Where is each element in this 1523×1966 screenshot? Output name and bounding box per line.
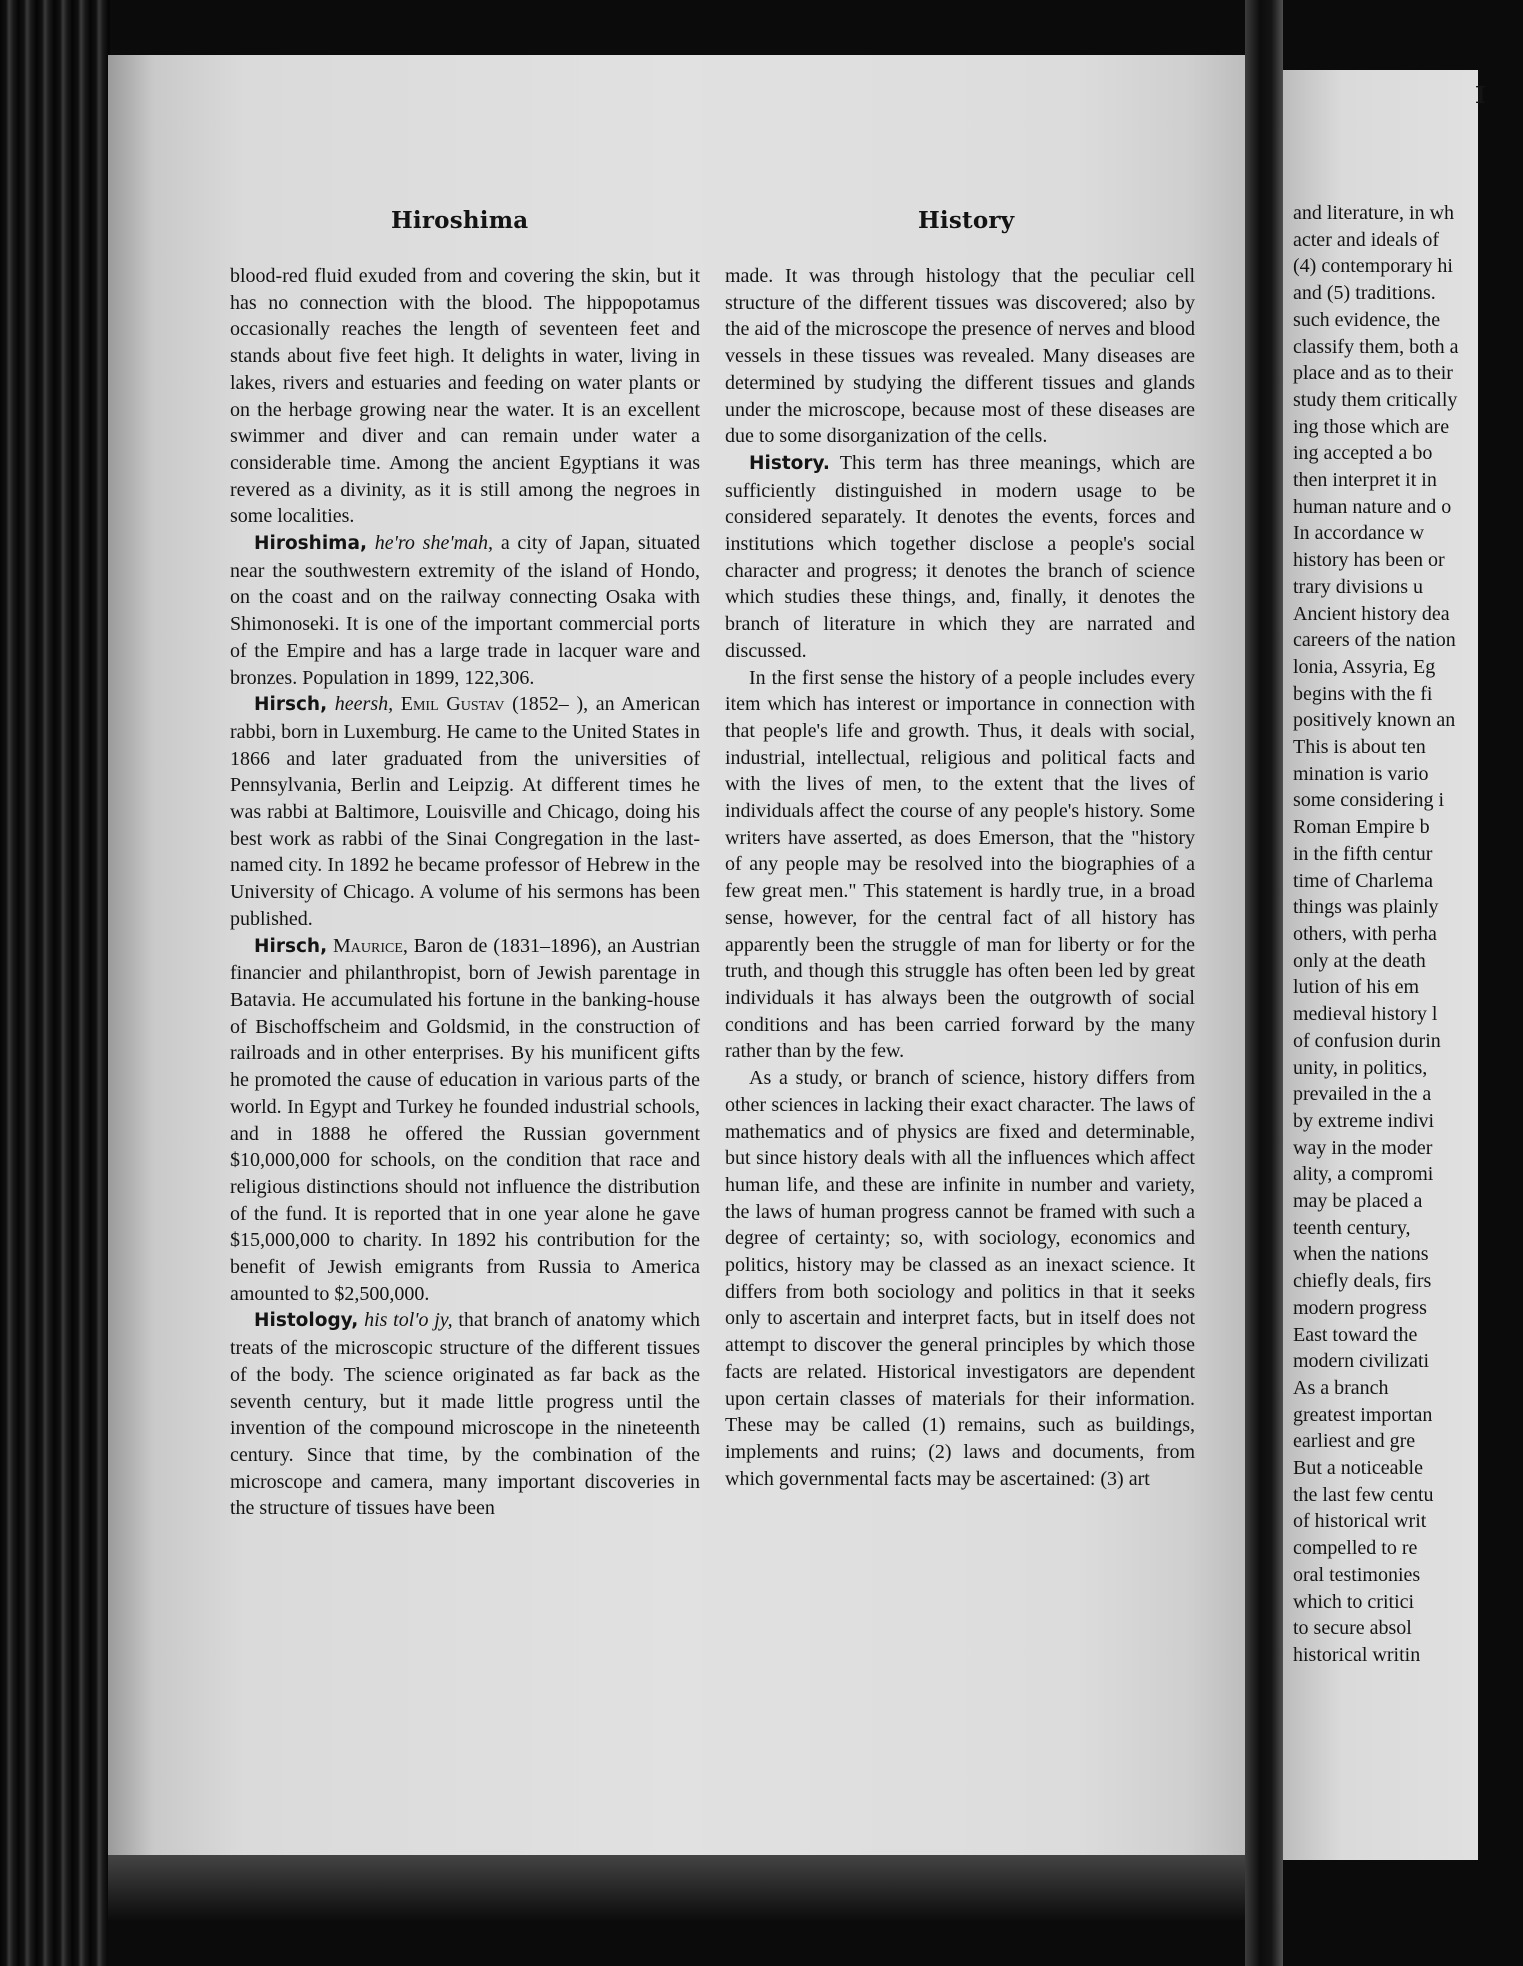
- fragment-line: lution of his em: [1293, 976, 1420, 999]
- fragment-line: may be placed a: [1293, 1190, 1423, 1213]
- fragment-line: (4) contemporary hi: [1293, 255, 1453, 278]
- column-left: [230, 263, 700, 1522]
- fragment-line: ing accepted a bo: [1293, 442, 1433, 465]
- fragment-line: prevailed in the a: [1293, 1083, 1432, 1106]
- page-bottom-shadow: [108, 1855, 1245, 1966]
- fragment-line: history has been or: [1293, 549, 1445, 572]
- fragment-line: ing those which are: [1293, 415, 1450, 438]
- fragment-line: time of Charlema: [1293, 869, 1433, 892]
- fragment-line: careers of the nation: [1293, 629, 1456, 652]
- fragment-line: This is about ten: [1293, 736, 1426, 759]
- body-hirsch-maurice: Baron de (1831–1896), an Austrian financier and philanthropist, born of Jewish parentage in Batavia. He accumulated his fortune in the banking-house of Bischoffscheim and Goldsmid, in the construction of railroads and in other enterprises. By his munificent gifts he promoted the cause of education in various parts of the world. In Egypt and Turkey he founded industrial schools, and in 1888 he offered the Russian government $10,000,000 for schools, on the condition that race and religious distinctions should not influence the distribution of the fund. It is reported that in one year alone he gave $15,000,000 to charity. In 1892 his contribution for the benefit of Jewish emigrants from Russia to America amounted to $2,500,000.: [230, 934, 700, 1305]
- fragment-line: human nature and o: [1293, 495, 1452, 518]
- body-history: This term has three meanings, which are sufficiently distinguished in modern usage to be considered separately. It denotes the events, forces and institutions which together disclose a people's social character and progress; it denotes the branch of science which studies these things, and, finally, it denotes the branch of literature in which they are narrated and discussed.: [725, 451, 1196, 662]
- fragment-line: others, with perha: [1293, 922, 1437, 945]
- fragment-line: earliest and gre: [1293, 1430, 1416, 1453]
- fragment-line: ality, a compromi: [1293, 1163, 1434, 1186]
- paragraph-histology-cont: made. It was through histology that the peculiar cell structure of the different tissues was discovered; also by the aid of the microscope the presence of nerves and blood vessels in these tissues was revealed. Many diseases are determined by studying the different tissues and glands under the microscope, because most of these diseases are due to some disorganization of the cells.: [725, 265, 1195, 448]
- fragment-line: chiefly deals, firs: [1293, 1270, 1432, 1293]
- fragment-line: and (5) traditions.: [1293, 282, 1436, 305]
- fragment-line: classify them, both a: [1293, 335, 1459, 358]
- fragment-line: the last few centu: [1293, 1483, 1434, 1506]
- fragment-line: positively known an: [1293, 709, 1456, 732]
- fragment-line: and literature, in wh: [1293, 202, 1455, 224]
- name-hirsch-emil: Emil Gustav: [400, 693, 505, 716]
- pronunciation-hiroshima: he'ro she'mah,: [374, 532, 494, 555]
- body-hirsch-emil: (1852– ), an American rabbi, born in Luxemburg. He came to the United States in 1866 and later graduated from the universities of Pennsylvania, Berlin and Leipzig. At different times he was rabbi at Baltimore, Louisville and Chicago, doing his best work as rabbi of the Sinai Congregation in the last-named city. In 1892 he became professor of Hebrew in the University of Chicago. A volume of his sermons has been published.: [230, 693, 701, 930]
- fragment-line: some considering i: [1293, 789, 1445, 812]
- fragment-line: unity, in politics,: [1293, 1056, 1428, 1079]
- fragment-line: teenth century,: [1293, 1216, 1411, 1239]
- fragment-line: lonia, Assyria, Eg: [1293, 655, 1436, 678]
- fragment-line: to secure absol: [1293, 1617, 1412, 1640]
- fragment-line: which to critici: [1293, 1590, 1415, 1613]
- fragment-line: Roman Empire b: [1293, 816, 1430, 839]
- fragment-line: modern progress: [1293, 1296, 1427, 1319]
- running-header-right: History: [918, 207, 1015, 234]
- fragment-line: place and as to their: [1293, 362, 1453, 385]
- fragment-line: acter and ideals of: [1293, 228, 1440, 251]
- fragment-line: when the nations: [1293, 1243, 1429, 1266]
- right-page-fragment: [1283, 70, 1486, 1860]
- fragment-line: things was plainly: [1293, 896, 1439, 919]
- fragment-line: Ancient history dea: [1293, 602, 1450, 625]
- column-right: [725, 263, 1195, 1492]
- running-header-left: Hiroshima: [391, 207, 529, 234]
- body-histology: that branch of anatomy which treats of the microscopic structure of the different tissues of the body. The science originated as far back as the seventh century, but it made little progress until the invention of the compound microscope in the nineteenth century. Since that time, by the combination of the microscope and camera, many important discoveries in the structure of tissues have been: [230, 1309, 701, 1520]
- fragment-line: In accordance w: [1293, 522, 1425, 545]
- name-hirsch-maurice: Maurice,: [333, 934, 408, 957]
- fragment-line: East toward the: [1293, 1323, 1418, 1346]
- entry-history: [725, 450, 1195, 665]
- headword-hirsch-maurice: Hirsch,: [254, 935, 328, 957]
- fragment-line: only at the death: [1293, 949, 1426, 972]
- pronunciation-hirsch-emil: heersh,: [334, 693, 394, 716]
- paragraph-history-first-sense: In the first sense the history of a people includes every item which has interest or importance in connection with that people's life and growth. Thus, it deals with social, industrial, intellectual, religious and political facts and with the lives of men, to the extent that the lives of individuals affect the course of any people's history. Some writers have asserted, as does Emerson, that the "history of any people may be resolved into the biographies of a few great men." This statement is hardly true, in a broad sense, however, for the central fact of all history has apparently been the struggle of man for liberty or for the truth, and though this struggle has often been led by great individuals it has always been the outgrowth of social conditions and has been carried forward by the many rather than by the few.: [725, 666, 1195, 1063]
- fragment-line: of confusion durin: [1293, 1029, 1441, 1052]
- fragment-line: historical writin: [1293, 1643, 1421, 1666]
- fragment-line: such evidence, the: [1293, 308, 1441, 331]
- left-page: [108, 55, 1245, 1855]
- paragraph-history-science: As a study, or branch of science, history differs from other sciences in lacking their exact character. The laws of mathematics and of physics are fixed and determinable, but since history deals with all the influences which affect human life, and these are infinite in number and variety, the laws of human progress cannot be framed with such a degree of certainty; so, with sociology, economics and politics, history may be classed as an inexact science. It differs from both sociology and politics in that it seeks only to ascertain and interpret facts, but in itself does not attempt to discover the general principles by which those facts are related. Historical investigators are dependent upon certain classes of materials for their information. These may be called (1) remains, such as buildings, implements and ruins; (2) laws and documents, from which governmental facts may be ascertained: (3) art: [725, 1067, 1195, 1490]
- fragment-line: study them critically: [1293, 388, 1458, 411]
- entry-hirsch-maurice: [230, 933, 700, 1308]
- entry-histology: [230, 1307, 700, 1522]
- pronunciation-histology: his tol'o jy,: [364, 1309, 453, 1332]
- fragment-line: by extreme indivi: [1293, 1109, 1435, 1132]
- paragraph-hippopotamus: blood-red fluid exuded from and covering the skin, but it has no connection with the blood. The hippopotamus occasionally reaches the length of seventeen feet and stands about five feet high. It delights in water, living in lakes, rivers and estuaries and feeding on water plants or on the herbage growing near the water. It is an excellent swimmer and diver and can remain under water a considerable time. Among the ancient Egyptians it was revered as a divinity, as it is still among the negroes in some localities.: [230, 265, 700, 528]
- fragment-line: then interpret it in: [1293, 469, 1437, 492]
- fragment-line: begins with the fi: [1293, 682, 1433, 705]
- fragment-line: trary divisions u: [1293, 575, 1423, 598]
- book-gutter: [1245, 0, 1283, 1966]
- fragment-line: modern civilizati: [1293, 1350, 1430, 1373]
- fragment-line: mination is vario: [1293, 762, 1429, 785]
- fragment-line: medieval history l: [1293, 1003, 1438, 1026]
- entry-hirsch-emil: [230, 691, 700, 932]
- fragment-line: compelled to re: [1293, 1537, 1418, 1560]
- body-hiroshima: a city of Japan, situated near the southwestern extremity of the island of Hondo, on the coast and on the railway connecting Osaka with Shimonoseki. It is one of the important commercial ports of the Empire and has a large trade in lacquer ware and bronzes. Population in 1899, 122,306.: [230, 532, 701, 689]
- running-header-next: I: [1475, 82, 1486, 109]
- book-binding: [0, 0, 112, 1966]
- fragment-line: way in the moder: [1293, 1136, 1433, 1159]
- fragment-line: But a noticeable: [1293, 1457, 1423, 1480]
- fragment-line: in the fifth centur: [1293, 842, 1433, 865]
- fragment-text: [1293, 200, 1523, 1669]
- headword-hirsch-emil: Hirsch,: [254, 694, 328, 716]
- fragment-line: As a branch: [1293, 1376, 1389, 1399]
- headword-hiroshima: Hiroshima,: [254, 533, 367, 555]
- fragment-line: of historical writ: [1293, 1510, 1427, 1533]
- headword-history: History.: [749, 452, 830, 474]
- fragment-line: oral testimonies: [1293, 1563, 1421, 1586]
- headword-histology: Histology,: [254, 1310, 359, 1332]
- fragment-line: greatest importan: [1293, 1403, 1433, 1426]
- entry-hiroshima: [230, 530, 700, 691]
